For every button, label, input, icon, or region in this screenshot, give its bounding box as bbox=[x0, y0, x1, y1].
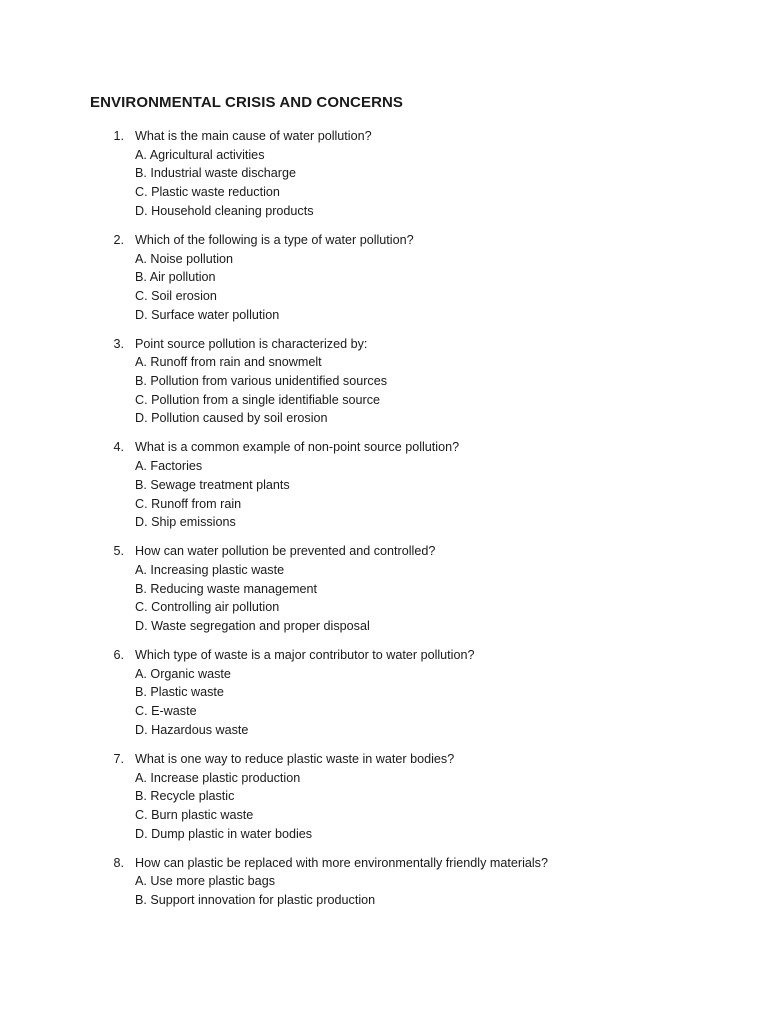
question-item bbox=[0, 127, 768, 221]
answer-option: B. Air pollution bbox=[135, 270, 216, 285]
question-list bbox=[0, 127, 768, 920]
question-item bbox=[0, 231, 768, 325]
question-number: 7. bbox=[113, 751, 124, 766]
answer-option: C. Soil erosion bbox=[135, 288, 217, 303]
option-list bbox=[135, 872, 768, 909]
question-text: What is the main cause of water pollution? bbox=[135, 129, 372, 143]
answer-option: A. Factories bbox=[135, 459, 203, 474]
document-title: ENVIRONMENTAL CRISIS AND CONCERNS bbox=[90, 94, 404, 111]
question-text: Which of the following is a type of water pollution? bbox=[135, 232, 414, 247]
option-list bbox=[135, 769, 768, 844]
answer-option: D. Ship emissions bbox=[135, 515, 236, 530]
question-item bbox=[0, 750, 768, 844]
answer-option: D. Household cleaning products bbox=[135, 203, 314, 218]
answer-option: B. Pollution from various unidentified sources bbox=[135, 374, 388, 389]
option-list bbox=[135, 457, 768, 532]
answer-option: A. Use more plastic bags bbox=[135, 874, 275, 889]
answer-option: D. Pollution caused by soil erosion bbox=[135, 411, 328, 426]
answer-option: C. E-waste bbox=[135, 704, 197, 719]
answer-option: A. Runoff from rain and snowmelt bbox=[135, 355, 322, 370]
answer-option: B. Support innovation for plastic production bbox=[135, 893, 376, 908]
question-item bbox=[0, 646, 768, 740]
option-list bbox=[135, 665, 768, 740]
option-list bbox=[135, 146, 768, 221]
question-text: How can water pollution be prevented and controlled? bbox=[135, 544, 436, 559]
answer-option: C. Plastic waste reduction bbox=[135, 185, 280, 200]
answer-option: C. Pollution from a single identifiable source bbox=[135, 392, 381, 407]
question-number: 2. bbox=[113, 232, 124, 247]
option-list bbox=[135, 353, 768, 428]
answer-option: A. Increase plastic production bbox=[135, 770, 301, 785]
answer-option: A. Noise pollution bbox=[135, 251, 234, 266]
answer-option: B. Sewage treatment plants bbox=[135, 477, 290, 492]
answer-option: B. Recycle plastic bbox=[135, 789, 235, 804]
question-number: 6. bbox=[113, 648, 124, 663]
question-text: Point source pollution is characterized by: bbox=[135, 336, 368, 351]
question-item bbox=[0, 438, 768, 532]
question-item bbox=[0, 854, 768, 910]
answer-option: D. Waste segregation and proper disposal bbox=[135, 619, 370, 634]
option-list bbox=[135, 561, 768, 636]
question-text: How can plastic be replaced with more environmentally friendly materials? bbox=[135, 855, 548, 870]
option-list bbox=[135, 250, 768, 325]
question-text: Which type of waste is a major contributor to water pollution? bbox=[135, 648, 475, 663]
answer-option: D. Dump plastic in water bodies bbox=[135, 826, 313, 841]
question-number: 4. bbox=[113, 440, 124, 455]
question-item bbox=[0, 335, 768, 429]
answer-option: B. Plastic waste bbox=[135, 685, 224, 700]
question-number: 1. bbox=[113, 129, 124, 143]
question-number: 8. bbox=[113, 855, 124, 870]
question-number: 5. bbox=[113, 544, 124, 559]
answer-option: A. Increasing plastic waste bbox=[135, 562, 285, 577]
answer-option: C. Burn plastic waste bbox=[135, 807, 254, 822]
answer-option: D. Hazardous waste bbox=[135, 722, 249, 737]
question-text: What is one way to reduce plastic waste in water bodies? bbox=[135, 751, 455, 766]
question-item bbox=[0, 542, 768, 636]
answer-option: B. Reducing waste management bbox=[135, 581, 318, 596]
answer-option: C. Runoff from rain bbox=[135, 496, 242, 511]
question-text: What is a common example of non-point source pollution? bbox=[135, 440, 460, 455]
answer-option: A. Organic waste bbox=[135, 666, 231, 681]
answer-option: C. Controlling air pollution bbox=[135, 600, 280, 615]
answer-option: D. Surface water pollution bbox=[135, 307, 280, 322]
answer-option: B. Industrial waste discharge bbox=[135, 166, 297, 181]
answer-option: A. Agricultural activities bbox=[135, 147, 265, 162]
question-number: 3. bbox=[113, 336, 124, 351]
